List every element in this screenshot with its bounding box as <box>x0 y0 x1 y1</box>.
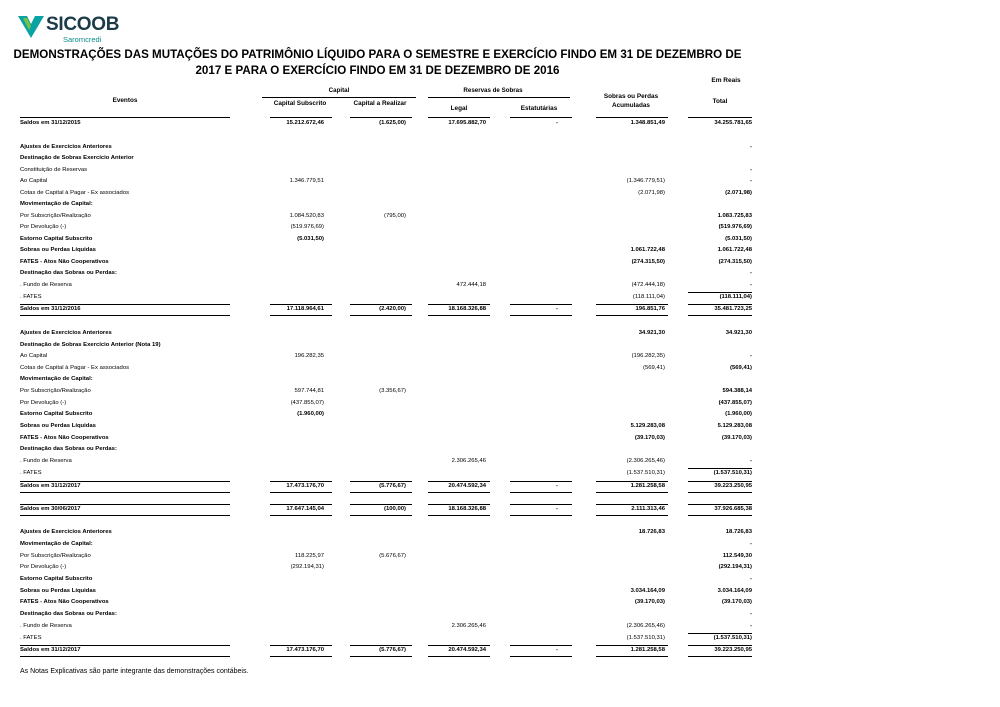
row-label: Ajustes de Exercícios Anteriores <box>20 330 112 336</box>
subtotal-rule <box>20 645 230 646</box>
cell-c6: 35.481.723,25 <box>714 306 752 312</box>
cell-c3: 18.168.326,88 <box>448 506 486 512</box>
cell-c1: (292.194,31) <box>290 564 324 570</box>
subtotal-rule <box>510 504 572 505</box>
cell-c2: (5.676,67) <box>379 553 406 559</box>
cell-c6: - <box>750 458 752 464</box>
header-total: Total <box>712 98 728 105</box>
cell-c4: - <box>556 647 558 653</box>
row-label: . FATES <box>20 470 42 476</box>
cell-c1: 17.473.176,70 <box>286 647 324 653</box>
table-row <box>0 142 1000 154</box>
cell-c6: (1.960,00) <box>725 411 752 417</box>
row-label: Por Subscrição/Realização <box>20 388 91 394</box>
subtotal-rule <box>350 481 412 482</box>
table-row <box>0 433 1000 445</box>
cell-c5: 5.129.283,08 <box>630 423 665 429</box>
table-row <box>0 340 1000 352</box>
subtotal-rule <box>688 515 752 516</box>
cell-c6: 34.255.781,65 <box>714 120 752 126</box>
rule-reservas-group <box>428 97 570 98</box>
header-capital-subscrito: Capital Subscrito <box>273 100 327 107</box>
cell-c6: - <box>750 144 752 150</box>
header-eventos: Eventos <box>112 97 138 104</box>
table-row <box>0 280 1000 292</box>
cell-c6: (1.537.510,31) <box>713 470 752 476</box>
cell-c6: - <box>750 576 752 582</box>
subtotal-rule <box>270 645 332 646</box>
subtotal-rule <box>596 304 668 305</box>
row-label: . FATES <box>20 635 42 641</box>
row-label: Saldos em 31/12/2016 <box>20 306 81 312</box>
cell-c6: - <box>750 541 752 547</box>
cell-c6: 37.926.685,38 <box>714 506 752 512</box>
cell-c6: (39.170,03) <box>721 599 752 605</box>
cell-c6: - <box>750 611 752 617</box>
subtotal-rule <box>20 481 230 482</box>
cell-c1: (519.976,69) <box>290 224 324 230</box>
table-row <box>0 328 1000 340</box>
sicoob-logo-icon <box>18 16 44 38</box>
subtotal-rule <box>428 515 490 516</box>
subtotal-rule <box>350 304 412 305</box>
row-label: . Fundo de Reserva <box>20 282 72 288</box>
rule-capital-group <box>262 97 416 98</box>
row-label: Por Devolução (-) <box>20 564 67 570</box>
cell-c3: 17.695.882,70 <box>448 120 486 126</box>
cell-c6: (292.194,31) <box>718 564 752 570</box>
subtotal-rule <box>270 656 332 657</box>
table-row <box>0 351 1000 363</box>
subtotal-rule <box>688 504 752 505</box>
title-line-1: DEMONSTRAÇÕES DAS MUTAÇÕES DO PATRIMÔNIO LÍQUIDO PARA O SEMESTRE E EXERCÍCIO FINDO EM 31 DE DEZEMBRO DE <box>13 48 742 61</box>
table-row <box>0 645 1000 657</box>
row-label: Destinação das Sobras ou Perdas: <box>20 270 117 276</box>
subtotal-rule <box>428 304 490 305</box>
cell-c6: - <box>750 178 752 184</box>
cell-c6: (1.537.510,31) <box>713 635 752 641</box>
row-label: Por Devolução (-) <box>20 400 67 406</box>
table-row <box>0 257 1000 269</box>
subtotal-rule <box>20 492 230 493</box>
cell-c6: 39.223.250,95 <box>714 647 752 653</box>
table-row <box>0 621 1000 633</box>
cell-c2: (1.625,00) <box>379 120 406 126</box>
subtotal-rule <box>20 656 230 657</box>
cell-c3: 20.474.592,34 <box>448 647 486 653</box>
total-rule <box>688 292 752 293</box>
subtotal-rule <box>20 304 230 305</box>
subtotal-rule <box>688 481 752 482</box>
cell-c5: 196.851,76 <box>635 306 665 312</box>
table-row <box>0 597 1000 609</box>
cell-c6: 1.061.722,48 <box>717 247 752 253</box>
table-row <box>0 562 1000 574</box>
row-label: Estorno Capital Subscrito <box>20 576 93 582</box>
row-label: Por Subscrição/Realização <box>20 553 91 559</box>
row-label: FATES - Atos Não Cooperativos <box>20 259 109 265</box>
cell-c6: - <box>750 623 752 629</box>
cell-c5: (274.315,50) <box>631 259 665 265</box>
subtotal-rule <box>596 515 668 516</box>
cell-c6: 594.388,14 <box>722 388 752 394</box>
row-label: . Fundo de Reserva <box>20 623 72 629</box>
cell-c5: 1.281.258,58 <box>630 483 665 489</box>
cell-c1: 17.118.964,61 <box>286 306 324 312</box>
cell-c6: 18.726,83 <box>725 529 752 535</box>
subtotal-rule <box>350 504 412 505</box>
cell-c6: 1.083.725,83 <box>717 213 752 219</box>
table-row <box>0 468 1000 480</box>
cell-c5: 1.281.258,58 <box>630 647 665 653</box>
row-label: Por Subscrição/Realização <box>20 213 91 219</box>
table-row <box>0 481 1000 493</box>
subtotal-rule <box>510 481 572 482</box>
cell-c6: (274.315,50) <box>718 259 752 265</box>
table-row <box>0 527 1000 539</box>
cell-c5: (2.071,98) <box>638 190 665 196</box>
brand-subtitle: Saromcredi <box>63 35 102 44</box>
cell-c5: (1.346.779,51) <box>626 178 665 184</box>
table-row <box>0 504 1000 516</box>
subtotal-rule <box>350 492 412 493</box>
cell-c4: - <box>556 483 558 489</box>
cell-c5: (569,41) <box>643 365 665 371</box>
subtotal-rule <box>270 304 332 305</box>
subtotal-rule <box>350 515 412 516</box>
header-capital-group: Capital <box>328 87 350 94</box>
cell-c1: 118.225,97 <box>294 553 324 559</box>
row-label: Movimentação de Capital: <box>20 376 93 382</box>
cell-c6: 39.223.250,95 <box>714 483 752 489</box>
cell-c6: - <box>750 270 752 276</box>
table-row <box>0 292 1000 304</box>
row-label: Destinação de Sobras Exercício Anterior <box>20 155 134 161</box>
subtotal-rule <box>428 492 490 493</box>
row-label: Sobras ou Perdas Líquidas <box>20 423 96 429</box>
subtotal-rule <box>688 315 752 316</box>
table-row <box>0 398 1000 410</box>
cell-c1: 15.212.672,46 <box>286 120 324 126</box>
subtotal-rule <box>510 315 572 316</box>
header-capital-realizar: Capital a Realizar <box>353 100 407 107</box>
subtotal-rule <box>20 315 230 316</box>
table-row <box>0 551 1000 563</box>
cell-c6: (5.031,50) <box>725 236 752 242</box>
cell-c3: 472.444,18 <box>456 282 486 288</box>
row-label: Sobras ou Perdas Líquidas <box>20 588 96 594</box>
subtotal-rule <box>428 656 490 657</box>
cell-c1: (437.855,07) <box>290 400 324 406</box>
cell-c6: 3.034.164,09 <box>717 588 752 594</box>
subtotal-rule <box>20 515 230 516</box>
title-line-2: 2017 E PARA O EXERCÍCIO FINDO EM 31 DE DEZEMBRO DE 2016 <box>195 63 560 77</box>
header-reservas-group: Reservas de Sobras <box>463 87 523 94</box>
row-label: Ajustes de Exercícios Anteriores <box>20 529 112 535</box>
subtotal-rule <box>688 492 752 493</box>
cell-c6: (519.976,69) <box>718 224 752 230</box>
subtotal-rule <box>270 481 332 482</box>
subtotal-rule <box>428 504 490 505</box>
cell-c1: 597.744,81 <box>294 388 324 394</box>
row-label: Ao Capital <box>20 353 48 359</box>
subtotal-rule <box>510 515 572 516</box>
subtotal-rule <box>510 656 572 657</box>
subtotal-rule <box>428 481 490 482</box>
row-label: Por Devolução (-) <box>20 224 67 230</box>
table-row <box>0 409 1000 421</box>
subtotal-rule <box>270 315 332 316</box>
subtotal-rule <box>688 645 752 646</box>
table-row <box>0 118 1000 130</box>
cell-c2: (2.420,00) <box>379 306 406 312</box>
table-row <box>0 539 1000 551</box>
header-sobras: Sobras ou Perdas Acumuladas <box>603 93 659 109</box>
cell-c6: - <box>750 353 752 359</box>
cell-c1: (5.031,50) <box>297 236 324 242</box>
row-label: FATES - Atos Não Cooperativos <box>20 599 109 605</box>
table-row <box>0 188 1000 200</box>
subtotal-rule <box>510 645 572 646</box>
row-label: FATES - Atos Não Cooperativos <box>20 435 109 441</box>
cell-c6: (569,41) <box>730 365 752 371</box>
table-row <box>0 211 1000 223</box>
total-rule <box>688 633 752 634</box>
cell-c5: 18.726,83 <box>638 529 665 535</box>
cell-c1: 1.084.520,83 <box>289 213 324 219</box>
table-row <box>0 586 1000 598</box>
table-row <box>0 444 1000 456</box>
subtotal-rule <box>428 645 490 646</box>
subtotal-rule <box>350 656 412 657</box>
total-rule <box>688 468 752 469</box>
cell-c1: 1.346.779,51 <box>289 178 324 184</box>
cell-c3: 20.474.592,34 <box>448 483 486 489</box>
subtotal-rule <box>20 504 230 505</box>
cell-c6: (39.170,03) <box>721 435 752 441</box>
table-row <box>0 268 1000 280</box>
subtotal-rule <box>596 656 668 657</box>
subtotal-rule <box>350 315 412 316</box>
cell-c6: - <box>750 282 752 288</box>
cell-c6: - <box>750 167 752 173</box>
cell-c3: 18.168.326,88 <box>448 306 486 312</box>
row-label: Ao Capital <box>20 178 48 184</box>
subtotal-rule <box>270 515 332 516</box>
cell-c6: 34.921,30 <box>725 330 752 336</box>
page-title <box>0 47 755 78</box>
cell-c1: (1.960,00) <box>297 411 324 417</box>
table-row <box>0 386 1000 398</box>
cell-c5: 2.111.313,46 <box>631 506 665 512</box>
cell-c5: (1.537.510,31) <box>626 470 665 476</box>
subtotal-rule <box>688 304 752 305</box>
subtotal-rule <box>596 645 668 646</box>
cell-c6: (118.111,04) <box>719 294 752 300</box>
table-row <box>0 153 1000 165</box>
table-row <box>0 199 1000 211</box>
row-label: Saldos em 30/06/2017 <box>20 506 81 512</box>
cell-c5: (39.170,03) <box>634 599 665 605</box>
cell-c2: (100,00) <box>384 506 406 512</box>
cell-c5: 3.034.164,09 <box>630 588 665 594</box>
row-label: Movimentação de Capital: <box>20 541 93 547</box>
cell-c2: (3.356,67) <box>379 388 406 394</box>
cell-c2: (5.776,67) <box>379 647 406 653</box>
cell-c2: (795,00) <box>384 213 406 219</box>
table-row <box>0 363 1000 375</box>
cell-c5: (2.306.265,46) <box>626 458 665 464</box>
cell-c3: 2.306.265,46 <box>451 458 486 464</box>
subtotal-rule <box>428 315 490 316</box>
table-row <box>0 304 1000 316</box>
row-label: . Fundo de Reserva <box>20 458 72 464</box>
cell-c5: (196.282,35) <box>631 353 665 359</box>
row-label: Destinação de Sobras Exercício Anterior (Nota 19) <box>20 342 161 348</box>
cell-c4: - <box>556 506 558 512</box>
subtotal-rule <box>596 315 668 316</box>
row-label: Ajustes de Exercícios Anteriores <box>20 144 112 150</box>
subtotal-rule <box>596 492 668 493</box>
subtotal-rule <box>596 504 668 505</box>
cell-c6: (2.071,98) <box>725 190 752 196</box>
row-label: . FATES <box>20 294 42 300</box>
cell-c5: 1.348.851,49 <box>630 120 665 126</box>
table-row <box>0 456 1000 468</box>
table-row <box>0 222 1000 234</box>
subtotal-rule <box>270 504 332 505</box>
subtotal-rule <box>350 645 412 646</box>
unit-label: Em Reais <box>711 77 741 84</box>
table-row <box>0 165 1000 177</box>
subtotal-rule <box>510 304 572 305</box>
table-row <box>0 633 1000 645</box>
brand-name: SICOOB <box>46 14 120 35</box>
cell-c1: 196.282,35 <box>294 353 324 359</box>
cell-c5: (472.444,18) <box>631 282 665 288</box>
cell-c5: (2.306.265,46) <box>626 623 665 629</box>
cell-c1: 17.647.145,04 <box>286 506 324 512</box>
table-row <box>0 245 1000 257</box>
row-label: Movimentação de Capital: <box>20 201 93 207</box>
subtotal-rule <box>510 492 572 493</box>
row-label: Cotas de Capital à Pagar - Ex associados <box>20 190 130 196</box>
table-row <box>0 374 1000 386</box>
row-label: Sobras ou Perdas Líquidas <box>20 247 96 253</box>
row-label: Cotas de Capital à Pagar - Ex associados <box>20 365 130 371</box>
cell-c6: 5.129.283,08 <box>717 423 752 429</box>
cell-c6: 112.549,30 <box>722 553 752 559</box>
row-label: Estorno Capital Subscrito <box>20 236 93 242</box>
sicoob-logo <box>18 14 118 44</box>
header-legal: Legal <box>450 105 468 112</box>
cell-c5: (39.170,03) <box>634 435 665 441</box>
table-row <box>0 421 1000 433</box>
row-label: Saldos em 31/12/2017 <box>20 647 81 653</box>
cell-c5: (1.537.510,31) <box>626 635 665 641</box>
cell-c5: 1.061.722,48 <box>630 247 665 253</box>
table-row <box>0 176 1000 188</box>
row-label: Destinação das Sobras ou Perdas: <box>20 446 117 452</box>
subtotal-rule <box>596 481 668 482</box>
cell-c5: 34.921,30 <box>638 330 665 336</box>
subtotal-rule <box>688 656 752 657</box>
row-label: Saldos em 31/12/2015 <box>20 120 81 126</box>
cell-c6: (437.855,07) <box>718 400 752 406</box>
cell-c2: (5.776,67) <box>379 483 406 489</box>
row-label: Constituição de Reservas <box>20 167 88 173</box>
cell-c3: 2.306.265,46 <box>451 623 486 629</box>
cell-c4: - <box>556 120 558 126</box>
row-label: Saldos em 31/12/2017 <box>20 483 81 489</box>
footnote: As Notas Explicativas são parte integrante das demonstrações contábeis. <box>20 668 249 675</box>
table-row <box>0 574 1000 586</box>
cell-c5: (118.111,04) <box>632 294 665 300</box>
cell-c1: 17.473.176,70 <box>286 483 324 489</box>
subtotal-rule <box>270 492 332 493</box>
cell-c4: - <box>556 306 558 312</box>
table-row <box>0 609 1000 621</box>
row-label: Destinação das Sobras ou Perdas: <box>20 611 117 617</box>
row-label: Estorno Capital Subscrito <box>20 411 93 417</box>
table-row <box>0 234 1000 246</box>
header-estatutarias: Estatutárias <box>520 105 558 112</box>
